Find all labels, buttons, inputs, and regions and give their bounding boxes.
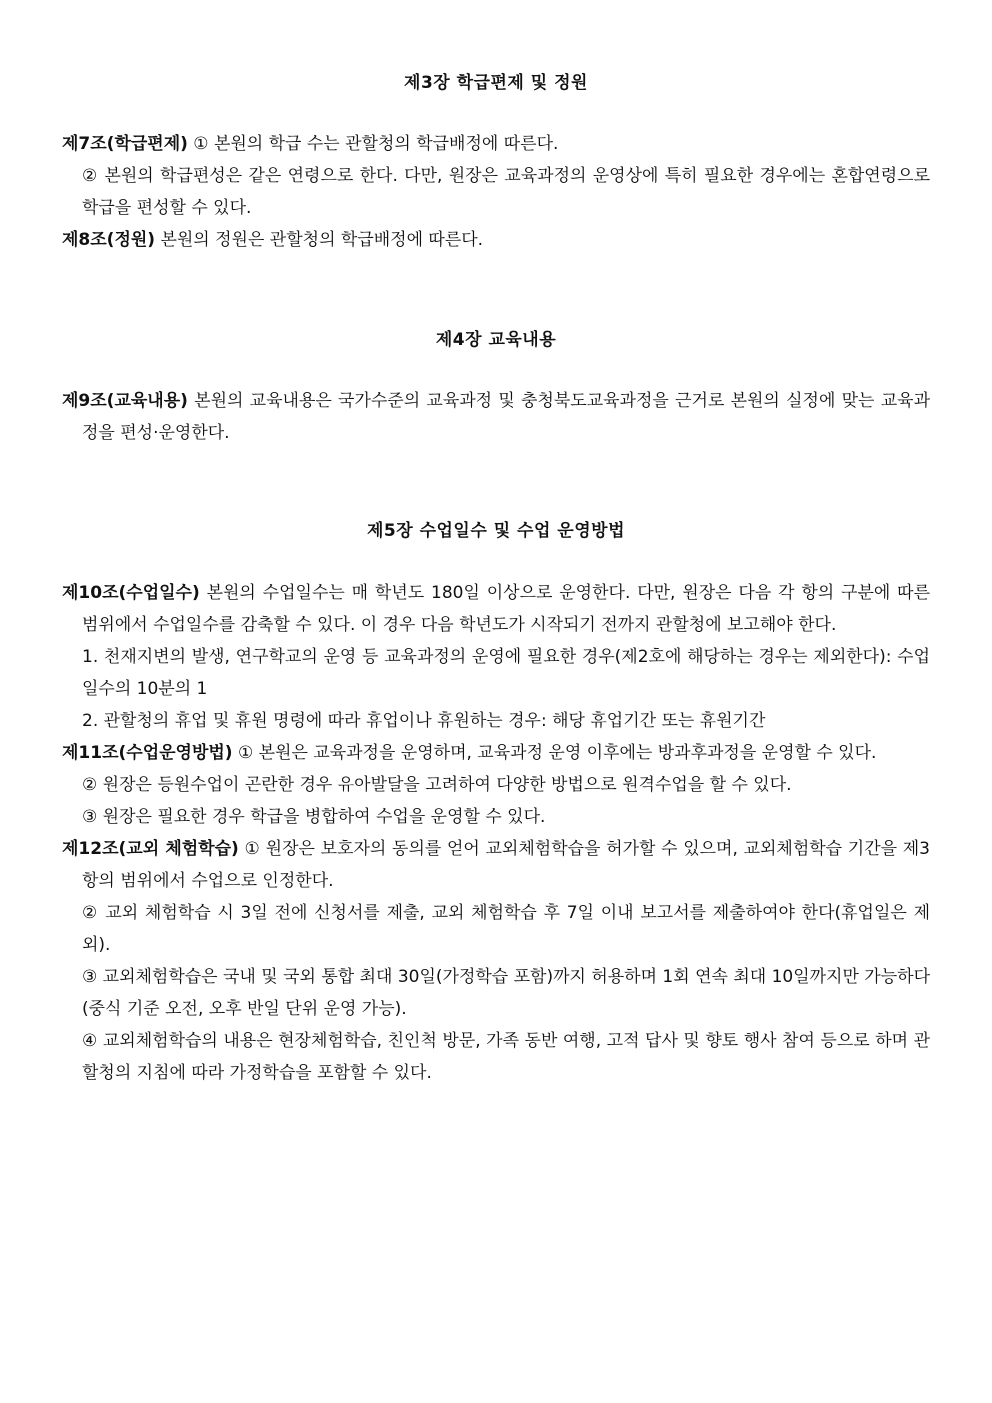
article-10-item-1: 1. 천재지변의 발생, 연구학교의 운영 등 교육과정의 운영에 필요한 경우(제2호에 해당하는 경우는 제외한다): 수업일수의 10분의 1 bbox=[82, 647, 930, 699]
article-12-clause-2: ② 교외 체험학습 시 3일 전에 신청서를 제출, 교외 체험학습 후 7일 이내 보고서를 제출하여야 한다(휴업일은 제외). bbox=[82, 903, 930, 955]
article-7-title: 제7조(학급편제) bbox=[62, 134, 188, 154]
article-12 bbox=[62, 833, 930, 897]
article-9-text: 본원의 교육내용은 국가수준의 교육과정 및 충청북도교육과정을 근거로 본원의 실정에 맞는 교육과정을 편성·운영한다. bbox=[82, 391, 930, 443]
article-12-clause-1: ① 원장은 보호자의 동의를 얻어 교외체험학습을 허가할 수 있으며, 교외체험학습 기간을 제3항의 범위에서 수업으로 인정한다. bbox=[82, 839, 930, 891]
article-7-clause-2: ② 본원의 학급편성은 같은 연령으로 한다. 다만, 원장은 교육과정의 운영상에 특히 필요한 경우에는 혼합연령으로 학급을 편성할 수 있다. bbox=[82, 166, 930, 218]
article-12-title: 제12조(교외 체험학습) bbox=[62, 839, 239, 859]
article-10 bbox=[62, 577, 930, 641]
article-11 bbox=[62, 737, 930, 769]
article-10-title: 제10조(수업일수) bbox=[62, 583, 200, 603]
chapter-3-heading: 제3장 학급편제 및 정원 bbox=[404, 73, 588, 93]
article-11-clause-2: ② 원장은 등원수업이 곤란한 경우 유아발달을 고려하여 다양한 방법으로 원격수업을 할 수 있다. bbox=[82, 775, 792, 795]
article-8-title: 제8조(정원) bbox=[62, 230, 156, 250]
article-11-clause-3: ③ 원장은 필요한 경우 학급을 병합하여 수업을 운영할 수 있다. bbox=[82, 807, 546, 827]
article-11-clause-1: ① 본원은 교육과정을 운영하며, 교육과정 운영 이후에는 방과후과정을 운영할 수 있다. bbox=[232, 743, 877, 763]
article-7-clause-1: ① 본원의 학급 수는 관할청의 학급배정에 따른다. bbox=[187, 134, 559, 154]
article-7 bbox=[62, 128, 930, 160]
article-9 bbox=[62, 385, 930, 449]
chapter-5-body bbox=[62, 577, 930, 1089]
chapter-4-body bbox=[62, 385, 930, 449]
article-9-title: 제9조(교육내용) bbox=[62, 391, 188, 411]
article-11-title: 제11조(수업운영방법) bbox=[62, 743, 233, 763]
article-12-clause-3: ③ 교외체험학습은 국내 및 국외 통합 최대 30일(가정학습 포함)까지 허용하며 1회 연속 최대 10일까지만 가능하다(중식 기준 오전, 오후 반일 단위 운영 가능). bbox=[82, 967, 930, 1019]
article-10-item-2: 2. 관할청의 휴업 및 휴원 명령에 따라 휴업이나 휴원하는 경우: 해당 휴업기간 또는 휴원기간 bbox=[82, 711, 766, 731]
chapter-3-body bbox=[62, 128, 930, 256]
article-10-text: 본원의 수업일수는 매 학년도 180일 이상으로 운영한다. 다만, 원장은 다음 각 항의 구분에 따른 범위에서 수업일수를 감축할 수 있다. 이 경우 다음 학년도가 시작되기 전까지 관할청에 보고해야 한다. bbox=[82, 583, 930, 635]
chapter-5-heading: 제5장 수업일수 및 수업 운영방법 bbox=[367, 521, 625, 541]
article-8 bbox=[62, 224, 930, 256]
article-8-text: 본원의 정원은 관할청의 학급배정에 따른다. bbox=[155, 230, 484, 250]
article-12-clause-4: ④ 교외체험학습의 내용은 현장체험학습, 친인척 방문, 가족 동반 여행, 고적 답사 및 향토 행사 참여 등으로 하며 관할청의 지침에 따라 가정학습을 포함할 수 있다. bbox=[82, 1031, 930, 1083]
chapter-4-heading: 제4장 교육내용 bbox=[435, 330, 557, 350]
